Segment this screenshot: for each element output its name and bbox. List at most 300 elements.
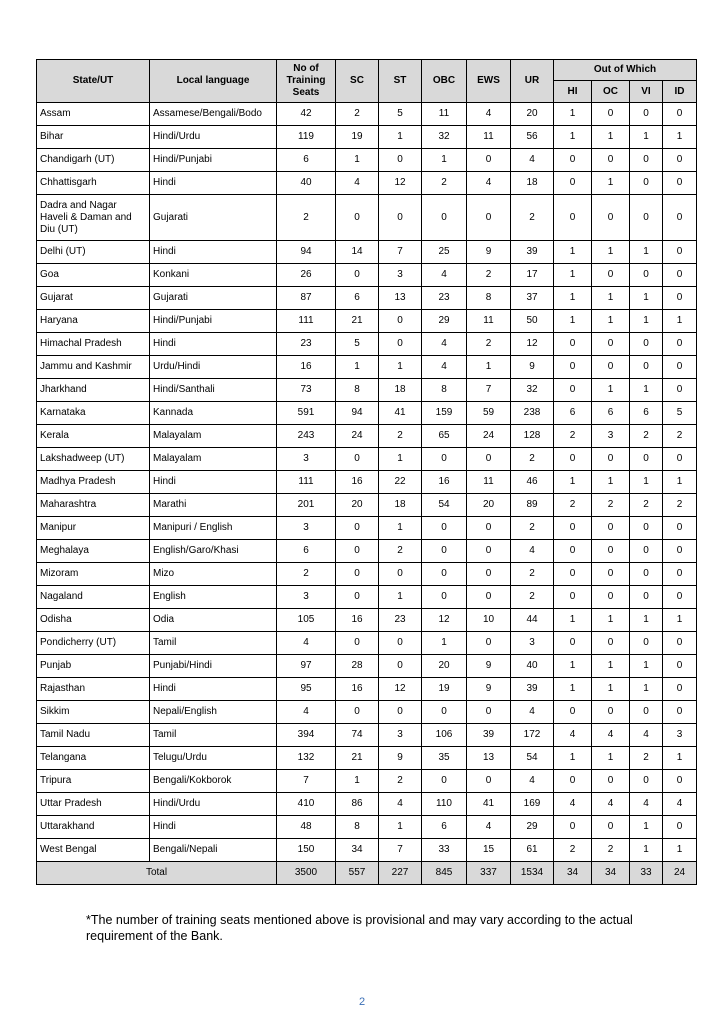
header-oc: OC — [592, 81, 630, 103]
state-cell: Tamil Nadu — [37, 724, 150, 747]
id-cell: 0 — [663, 241, 697, 264]
seats-cell: 94 — [277, 241, 336, 264]
ur-cell: 3 — [511, 632, 554, 655]
seats-cell: 6 — [277, 149, 336, 172]
seats-cell: 4 — [277, 632, 336, 655]
header-sc: SC — [336, 60, 379, 103]
oc-cell: 0 — [592, 448, 630, 471]
obc-cell: 106 — [422, 724, 467, 747]
language-cell: Malayalam — [150, 425, 277, 448]
st-cell: 2 — [379, 425, 422, 448]
hi-cell: 1 — [554, 241, 592, 264]
ews-cell: 9 — [467, 655, 511, 678]
ur-cell: 4 — [511, 540, 554, 563]
oc-cell: 0 — [592, 149, 630, 172]
language-cell: Kannada — [150, 402, 277, 425]
ur-cell: 40 — [511, 655, 554, 678]
seats-cell: 16 — [277, 356, 336, 379]
ews-cell: 10 — [467, 609, 511, 632]
hi-cell: 0 — [554, 448, 592, 471]
total-seats: 3500 — [277, 862, 336, 885]
vi-cell: 1 — [630, 678, 663, 701]
obc-cell: 1 — [422, 149, 467, 172]
language-cell: Konkani — [150, 264, 277, 287]
sc-cell: 94 — [336, 402, 379, 425]
oc-cell: 0 — [592, 356, 630, 379]
st-cell: 2 — [379, 770, 422, 793]
ur-cell: 50 — [511, 310, 554, 333]
st-cell: 1 — [379, 586, 422, 609]
id-cell: 0 — [663, 678, 697, 701]
language-cell: Marathi — [150, 494, 277, 517]
oc-cell: 1 — [592, 310, 630, 333]
obc-cell: 11 — [422, 103, 467, 126]
st-cell: 18 — [379, 494, 422, 517]
id-cell: 0 — [663, 379, 697, 402]
state-cell: Chhattisgarh — [37, 172, 150, 195]
sc-cell: 0 — [336, 448, 379, 471]
id-cell: 0 — [663, 172, 697, 195]
ews-cell: 0 — [467, 149, 511, 172]
language-cell: Hindi/Urdu — [150, 126, 277, 149]
language-cell: Hindi/Punjabi — [150, 310, 277, 333]
seats-cell: 591 — [277, 402, 336, 425]
header-language: Local language — [150, 60, 277, 103]
ews-cell: 0 — [467, 540, 511, 563]
ews-cell: 8 — [467, 287, 511, 310]
sc-cell: 16 — [336, 471, 379, 494]
st-cell: 2 — [379, 540, 422, 563]
state-cell: Odisha — [37, 609, 150, 632]
vi-cell: 0 — [630, 172, 663, 195]
state-cell: Sikkim — [37, 701, 150, 724]
id-cell: 3 — [663, 724, 697, 747]
ews-cell: 0 — [467, 586, 511, 609]
seats-cell: 201 — [277, 494, 336, 517]
table-row — [37, 425, 697, 448]
obc-cell: 159 — [422, 402, 467, 425]
hi-cell: 1 — [554, 655, 592, 678]
oc-cell: 4 — [592, 724, 630, 747]
ur-cell: 89 — [511, 494, 554, 517]
language-cell: Gujarati — [150, 195, 277, 241]
header-obc: OBC — [422, 60, 467, 103]
hi-cell: 1 — [554, 287, 592, 310]
id-cell: 5 — [663, 402, 697, 425]
language-cell: Bengali/Nepali — [150, 839, 277, 862]
st-cell: 1 — [379, 517, 422, 540]
seats-cell: 3 — [277, 517, 336, 540]
ur-cell: 2 — [511, 448, 554, 471]
oc-cell: 3 — [592, 425, 630, 448]
table-row — [37, 333, 697, 356]
st-cell: 1 — [379, 816, 422, 839]
oc-cell: 0 — [592, 701, 630, 724]
seats-cell: 95 — [277, 678, 336, 701]
state-cell: Goa — [37, 264, 150, 287]
ews-cell: 7 — [467, 379, 511, 402]
st-cell: 9 — [379, 747, 422, 770]
total-st: 227 — [379, 862, 422, 885]
sc-cell: 0 — [336, 517, 379, 540]
total-sc: 557 — [336, 862, 379, 885]
id-cell: 0 — [663, 701, 697, 724]
obc-cell: 19 — [422, 678, 467, 701]
oc-cell: 0 — [592, 540, 630, 563]
id-cell: 1 — [663, 747, 697, 770]
table-row — [37, 655, 697, 678]
st-cell: 1 — [379, 448, 422, 471]
ur-cell: 4 — [511, 701, 554, 724]
table-row — [37, 310, 697, 333]
table-row — [37, 678, 697, 701]
hi-cell: 0 — [554, 149, 592, 172]
language-cell: Hindi — [150, 816, 277, 839]
hi-cell: 0 — [554, 379, 592, 402]
oc-cell: 1 — [592, 471, 630, 494]
page-number: 2 — [358, 996, 366, 1008]
ews-cell: 59 — [467, 402, 511, 425]
table-row — [37, 126, 697, 149]
hi-cell: 1 — [554, 678, 592, 701]
state-cell: Pondicherry (UT) — [37, 632, 150, 655]
table-header — [37, 60, 697, 103]
state-cell: Jharkhand — [37, 379, 150, 402]
hi-cell: 0 — [554, 816, 592, 839]
vi-cell: 0 — [630, 448, 663, 471]
st-cell: 4 — [379, 793, 422, 816]
sc-cell: 2 — [336, 103, 379, 126]
state-cell: Jammu and Kashmir — [37, 356, 150, 379]
language-cell: Urdu/Hindi — [150, 356, 277, 379]
st-cell: 0 — [379, 149, 422, 172]
st-cell: 1 — [379, 126, 422, 149]
vi-cell: 2 — [630, 425, 663, 448]
oc-cell: 2 — [592, 839, 630, 862]
vi-cell: 1 — [630, 241, 663, 264]
oc-cell: 0 — [592, 333, 630, 356]
ews-cell: 4 — [467, 816, 511, 839]
obc-cell: 16 — [422, 471, 467, 494]
oc-cell: 0 — [592, 517, 630, 540]
ews-cell: 11 — [467, 310, 511, 333]
id-cell: 0 — [663, 563, 697, 586]
sc-cell: 0 — [336, 195, 379, 241]
ews-cell: 11 — [467, 126, 511, 149]
sc-cell: 34 — [336, 839, 379, 862]
sc-cell: 6 — [336, 287, 379, 310]
state-cell: Uttar Pradesh — [37, 793, 150, 816]
oc-cell: 0 — [592, 632, 630, 655]
state-cell: Bihar — [37, 126, 150, 149]
st-cell: 22 — [379, 471, 422, 494]
table-row — [37, 287, 697, 310]
state-cell: Rajasthan — [37, 678, 150, 701]
id-cell: 0 — [663, 195, 697, 241]
language-cell: Tamil — [150, 724, 277, 747]
total-vi: 33 — [630, 862, 663, 885]
st-cell: 23 — [379, 609, 422, 632]
ur-cell: 61 — [511, 839, 554, 862]
header-out-of-which: Out of Which — [554, 60, 697, 81]
ews-cell: 15 — [467, 839, 511, 862]
sc-cell: 14 — [336, 241, 379, 264]
st-cell: 1 — [379, 356, 422, 379]
ews-cell: 1 — [467, 356, 511, 379]
st-cell: 0 — [379, 310, 422, 333]
st-cell: 0 — [379, 655, 422, 678]
header-st: ST — [379, 60, 422, 103]
sc-cell: 74 — [336, 724, 379, 747]
vi-cell: 0 — [630, 563, 663, 586]
footnote: *The number of training seats mentioned above is provisional and may vary according to the actual requirement of the Bank. — [86, 913, 633, 943]
table-row — [37, 149, 697, 172]
state-cell: West Bengal — [37, 839, 150, 862]
oc-cell: 1 — [592, 747, 630, 770]
seats-cell: 6 — [277, 540, 336, 563]
language-cell: Hindi — [150, 241, 277, 264]
table-row — [37, 379, 697, 402]
ur-cell: 39 — [511, 241, 554, 264]
vi-cell: 1 — [630, 126, 663, 149]
hi-cell: 1 — [554, 126, 592, 149]
st-cell: 18 — [379, 379, 422, 402]
oc-cell: 1 — [592, 287, 630, 310]
table-row — [37, 609, 697, 632]
oc-cell: 0 — [592, 563, 630, 586]
header-seats: No of Training Seats — [277, 60, 336, 103]
sc-cell: 86 — [336, 793, 379, 816]
seats-cell: 97 — [277, 655, 336, 678]
seats-cell: 2 — [277, 563, 336, 586]
ur-cell: 2 — [511, 586, 554, 609]
obc-cell: 8 — [422, 379, 467, 402]
ews-cell: 9 — [467, 678, 511, 701]
ews-cell: 24 — [467, 425, 511, 448]
hi-cell: 0 — [554, 333, 592, 356]
language-cell: Hindi/Punjabi — [150, 149, 277, 172]
st-cell: 3 — [379, 724, 422, 747]
obc-cell: 0 — [422, 701, 467, 724]
vi-cell: 1 — [630, 655, 663, 678]
sc-cell: 8 — [336, 816, 379, 839]
oc-cell: 0 — [592, 586, 630, 609]
id-cell: 0 — [663, 770, 697, 793]
vi-cell: 2 — [630, 747, 663, 770]
oc-cell: 0 — [592, 264, 630, 287]
ur-cell: 44 — [511, 609, 554, 632]
table-row — [37, 494, 697, 517]
ur-cell: 32 — [511, 379, 554, 402]
seats-cell: 40 — [277, 172, 336, 195]
total-label: Total — [37, 862, 277, 885]
table-row — [37, 793, 697, 816]
seats-cell: 4 — [277, 701, 336, 724]
oc-cell: 4 — [592, 793, 630, 816]
ur-cell: 18 — [511, 172, 554, 195]
language-cell: English/Garo/Khasi — [150, 540, 277, 563]
state-cell: Punjab — [37, 655, 150, 678]
vi-cell: 1 — [630, 816, 663, 839]
id-cell: 4 — [663, 793, 697, 816]
ews-cell: 41 — [467, 793, 511, 816]
hi-cell: 1 — [554, 103, 592, 126]
vi-cell: 1 — [630, 287, 663, 310]
language-cell: Manipuri / English — [150, 517, 277, 540]
table-body — [37, 103, 697, 885]
vi-cell: 0 — [630, 770, 663, 793]
vi-cell: 1 — [630, 839, 663, 862]
ur-cell: 2 — [511, 195, 554, 241]
obc-cell: 65 — [422, 425, 467, 448]
vi-cell: 2 — [630, 494, 663, 517]
vi-cell: 0 — [630, 103, 663, 126]
ews-cell: 4 — [467, 172, 511, 195]
vi-cell: 0 — [630, 264, 663, 287]
oc-cell: 1 — [592, 172, 630, 195]
total-oc: 34 — [592, 862, 630, 885]
sc-cell: 0 — [336, 540, 379, 563]
seats-cell: 119 — [277, 126, 336, 149]
id-cell: 1 — [663, 310, 697, 333]
table-row — [37, 747, 697, 770]
sc-cell: 5 — [336, 333, 379, 356]
table-row — [37, 839, 697, 862]
sc-cell: 21 — [336, 747, 379, 770]
header-id: ID — [663, 81, 697, 103]
oc-cell: 0 — [592, 770, 630, 793]
obc-cell: 4 — [422, 264, 467, 287]
vi-cell: 6 — [630, 402, 663, 425]
ur-cell: 9 — [511, 356, 554, 379]
hi-cell: 2 — [554, 494, 592, 517]
training-seats-table — [36, 59, 697, 885]
id-cell: 0 — [663, 333, 697, 356]
sc-cell: 16 — [336, 678, 379, 701]
vi-cell: 0 — [630, 701, 663, 724]
sc-cell: 19 — [336, 126, 379, 149]
language-cell: Hindi/Urdu — [150, 793, 277, 816]
st-cell: 5 — [379, 103, 422, 126]
st-cell: 0 — [379, 195, 422, 241]
seats-cell: 87 — [277, 287, 336, 310]
ews-cell: 0 — [467, 517, 511, 540]
hi-cell: 0 — [554, 356, 592, 379]
ews-cell: 9 — [467, 241, 511, 264]
language-cell: Hindi/Santhali — [150, 379, 277, 402]
obc-cell: 25 — [422, 241, 467, 264]
sc-cell: 8 — [336, 379, 379, 402]
state-cell: Dadra and Nagar Haveli & Daman and Diu (UT) — [37, 195, 150, 241]
ews-cell: 0 — [467, 770, 511, 793]
sc-cell: 0 — [336, 264, 379, 287]
sc-cell: 4 — [336, 172, 379, 195]
ews-cell: 2 — [467, 333, 511, 356]
ur-cell: 169 — [511, 793, 554, 816]
total-hi: 34 — [554, 862, 592, 885]
oc-cell: 1 — [592, 609, 630, 632]
id-cell: 0 — [663, 264, 697, 287]
oc-cell: 6 — [592, 402, 630, 425]
state-cell: Himachal Pradesh — [37, 333, 150, 356]
table-row — [37, 172, 697, 195]
vi-cell: 1 — [630, 379, 663, 402]
oc-cell: 0 — [592, 195, 630, 241]
hi-cell: 6 — [554, 402, 592, 425]
obc-cell: 0 — [422, 563, 467, 586]
obc-cell: 4 — [422, 333, 467, 356]
language-cell: Hindi — [150, 471, 277, 494]
seats-cell: 243 — [277, 425, 336, 448]
total-ews: 337 — [467, 862, 511, 885]
language-cell: Tamil — [150, 632, 277, 655]
language-cell: Nepali/English — [150, 701, 277, 724]
language-cell: Hindi — [150, 333, 277, 356]
ews-cell: 0 — [467, 563, 511, 586]
state-cell: Gujarat — [37, 287, 150, 310]
state-cell: Delhi (UT) — [37, 241, 150, 264]
obc-cell: 29 — [422, 310, 467, 333]
seats-cell: 394 — [277, 724, 336, 747]
obc-cell: 35 — [422, 747, 467, 770]
table-row — [37, 448, 697, 471]
table-row — [37, 195, 697, 241]
table-row — [37, 241, 697, 264]
vi-cell: 0 — [630, 586, 663, 609]
language-cell: Bengali/Kokborok — [150, 770, 277, 793]
hi-cell: 2 — [554, 425, 592, 448]
obc-cell: 32 — [422, 126, 467, 149]
table-row — [37, 402, 697, 425]
hi-cell: 0 — [554, 770, 592, 793]
st-cell: 13 — [379, 287, 422, 310]
sc-cell: 1 — [336, 770, 379, 793]
hi-cell: 1 — [554, 747, 592, 770]
vi-cell: 1 — [630, 471, 663, 494]
table-row — [37, 724, 697, 747]
ews-cell: 0 — [467, 448, 511, 471]
seats-cell: 150 — [277, 839, 336, 862]
language-cell: Hindi — [150, 678, 277, 701]
state-cell: Karnataka — [37, 402, 150, 425]
seats-cell: 3 — [277, 448, 336, 471]
obc-cell: 110 — [422, 793, 467, 816]
language-cell: Telugu/Urdu — [150, 747, 277, 770]
id-cell: 0 — [663, 287, 697, 310]
oc-cell: 1 — [592, 655, 630, 678]
ews-cell: 20 — [467, 494, 511, 517]
obc-cell: 54 — [422, 494, 467, 517]
language-cell: English — [150, 586, 277, 609]
obc-cell: 0 — [422, 517, 467, 540]
language-cell: Odia — [150, 609, 277, 632]
seats-cell: 73 — [277, 379, 336, 402]
seats-cell: 26 — [277, 264, 336, 287]
state-cell: Chandigarh (UT) — [37, 149, 150, 172]
id-cell: 1 — [663, 126, 697, 149]
st-cell: 0 — [379, 701, 422, 724]
oc-cell: 1 — [592, 379, 630, 402]
total-ur: 1534 — [511, 862, 554, 885]
ur-cell: 37 — [511, 287, 554, 310]
vi-cell: 0 — [630, 517, 663, 540]
ews-cell: 13 — [467, 747, 511, 770]
id-cell: 0 — [663, 356, 697, 379]
st-cell: 0 — [379, 563, 422, 586]
state-cell: Manipur — [37, 517, 150, 540]
st-cell: 3 — [379, 264, 422, 287]
vi-cell: 1 — [630, 609, 663, 632]
